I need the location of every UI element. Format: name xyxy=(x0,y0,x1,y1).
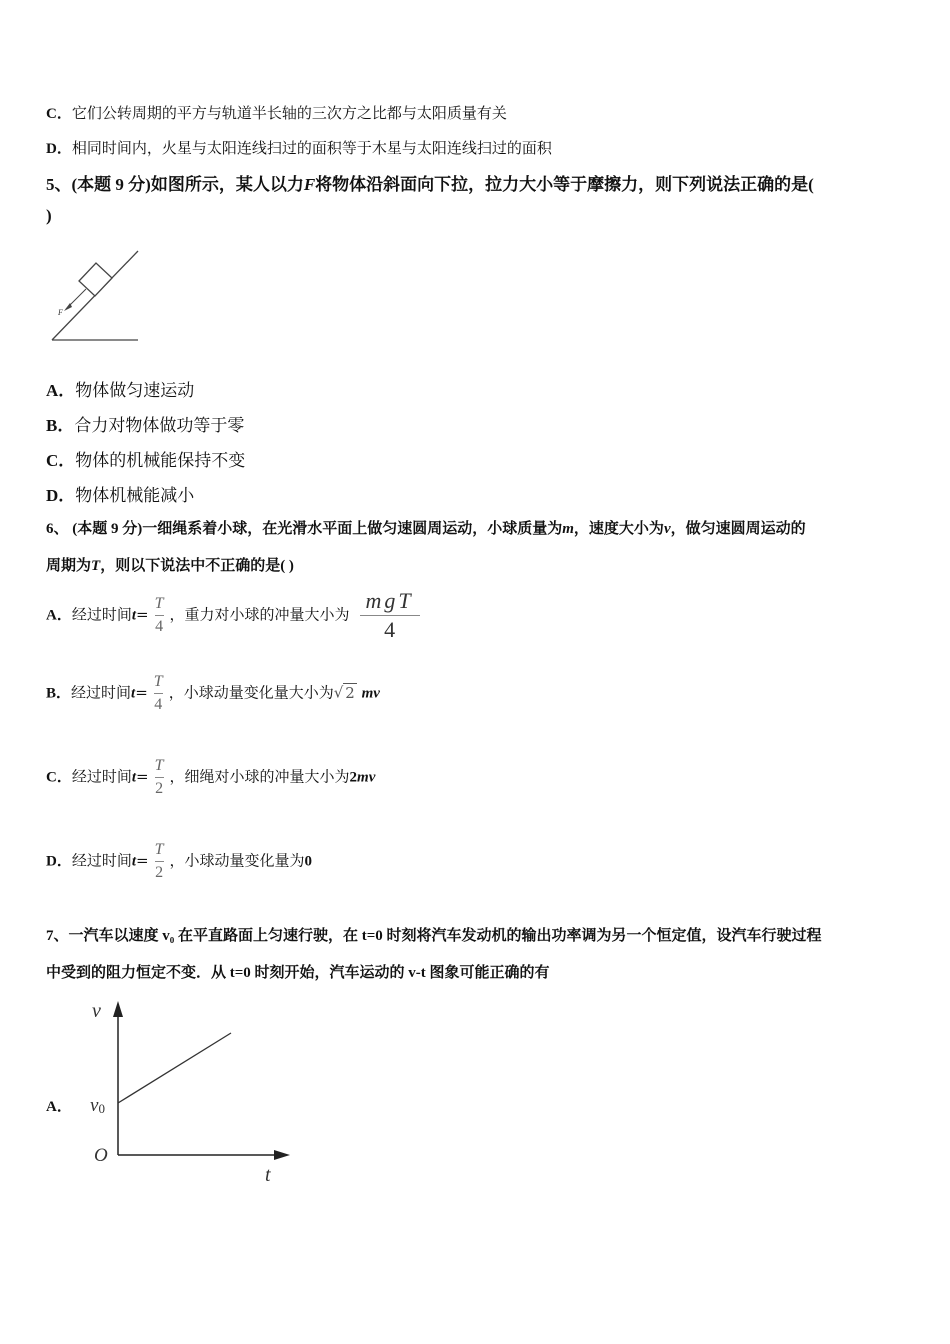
q6-stem-line2: 周期为T，则以下说法中不正确的是( ) xyxy=(46,558,294,574)
q5-option-d xyxy=(46,481,194,506)
option-label: B． xyxy=(46,416,75,435)
q7-stem-line2: 中受到的阻力恒定不变．从 t=0 时刻开始，汽车运动的 v-t 图象可能正确的有 xyxy=(46,965,550,981)
q5-stem-part2: 将物体沿斜面向下拉，拉力大小等于摩擦力，则下列说法正确的是( xyxy=(315,175,814,194)
option-text: 物体做匀速运动 xyxy=(75,381,195,401)
speed-symbol: v xyxy=(663,521,671,537)
option-text: 合力对物体做功等于零 xyxy=(74,416,245,436)
v0-label: v0 xyxy=(90,1095,105,1116)
q5-option-a xyxy=(46,376,194,401)
option-label: B． xyxy=(46,685,72,702)
option-label: C． xyxy=(46,451,76,470)
origin-label: O xyxy=(94,1145,108,1166)
q6-option-c: C．经过时间t= $\frac{T}{2}$ ，细绳对小球的冲量大小为2mv xyxy=(46,757,376,797)
impulse-fraction: $\frac{\text{mgT}}{4}$ xyxy=(360,590,420,641)
time-fraction: $\frac{T}{4}$ xyxy=(153,673,163,713)
q6-stem-line1: 6、 (本题 9 分)一细绳系着小球，在光滑水平面上做匀速圆周运动，小球质量为m，速度大小为v，做匀速圆周运动的 xyxy=(46,521,806,537)
option-text: 物体的机械能保持不变 xyxy=(75,451,246,471)
mass-symbol: m xyxy=(562,521,574,537)
option-text: 它们公转周期的平方与轨道半长轴的三次方之比都与太阳质量有关 xyxy=(71,104,507,122)
y-axis-label: v xyxy=(92,1000,101,1022)
incline-figure xyxy=(46,245,146,345)
sqrt-expression: √ 2 xyxy=(333,683,355,702)
option-label: C． xyxy=(46,106,72,122)
force-label: F xyxy=(58,308,63,317)
q4-option-c xyxy=(46,102,507,123)
vt-graph xyxy=(84,995,304,1195)
q4-option-d xyxy=(46,137,552,158)
option-label: C． xyxy=(46,769,72,786)
option-label: A． xyxy=(46,607,72,624)
question-number: 5、 xyxy=(46,175,72,194)
q7-stem-line1: 7、一汽车以速度 v₀ 在平直路面上匀速行驶，在 t=0 时刻将汽车发动机的输出功率调为另一个恒定值，设汽车行驶过程 xyxy=(46,928,822,944)
x-axis-arrow xyxy=(274,1150,290,1160)
option-label: D． xyxy=(46,141,72,157)
velocity-line xyxy=(118,1033,231,1103)
q5-stem-close: ) xyxy=(46,206,52,225)
q6-option-a: A．经过时间t= $\frac{T}{4}$ ，重力对小球的冲量大小为 $\frac{\text{mgT}}{4}$ xyxy=(46,590,426,641)
y-axis-arrow xyxy=(113,1001,123,1017)
q6-option-d: D．经过时间t= $\frac{T}{2}$ ，小球动量变化量为0 xyxy=(46,841,313,881)
q7-option-a xyxy=(46,1095,72,1116)
time-fraction: $\frac{T}{2}$ xyxy=(154,841,164,881)
option-text: 相同时间内，火星与太阳连线扫过的面积等于木星与太阳连线扫过的面积 xyxy=(71,139,552,157)
time-fraction: $\frac{T}{4}$ xyxy=(154,595,164,635)
period-symbol: T xyxy=(91,558,101,574)
x-axis-label: t xyxy=(265,1164,271,1186)
option-label: D． xyxy=(46,486,76,505)
option-text: 物体机械能减小 xyxy=(75,486,195,506)
q5-option-b xyxy=(46,411,244,436)
option-label: D． xyxy=(46,853,72,870)
q5-option-c xyxy=(46,446,245,471)
time-fraction: $\frac{T}{2}$ xyxy=(154,757,164,797)
force-symbol: F xyxy=(303,175,316,194)
q6-option-b: B．经过时间t= $\frac{T}{4}$ ，小球动量变化量大小为√ 2 mv xyxy=(46,673,380,713)
option-label: A． xyxy=(46,1099,72,1115)
q5-stem xyxy=(46,170,814,195)
option-label: A． xyxy=(46,381,76,400)
q5-stem-part1: (本题 9 分)如图所示，某人以力 xyxy=(71,175,304,194)
